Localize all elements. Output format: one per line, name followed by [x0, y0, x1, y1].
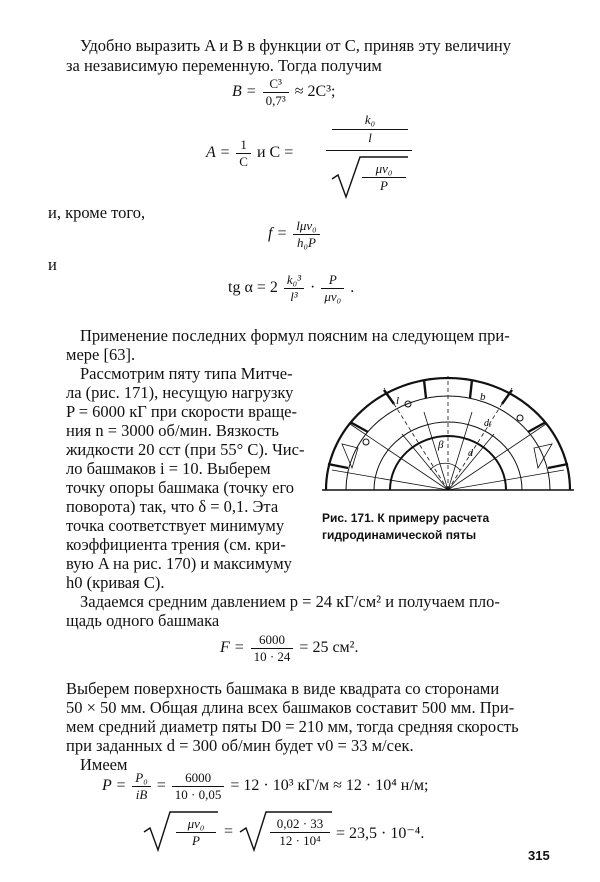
label-l: l: [396, 395, 400, 407]
figure-caption: Рис. 171. К примеру расчета гидродинамической пяты: [322, 511, 490, 542]
text-line: Применение последних формул поясним на следующем при-: [80, 326, 510, 345]
fraction: [251, 632, 294, 665]
denominator: C: [239, 154, 248, 169]
text-line: Удобно выразить A и B в функции от C, приняв эту величину: [80, 36, 512, 55]
fraction: [172, 770, 225, 803]
text-line: h0 (кривая C).: [66, 573, 165, 592]
sqrt-fraction-1: [176, 816, 216, 849]
formula-a: [206, 137, 293, 170]
fraction: [236, 137, 251, 170]
numerator: k₀³: [284, 272, 304, 289]
numerator-bottom: l: [368, 130, 372, 145]
text-line: Задаемся средним давлением p = 24 кГ/см² и получаем пло-: [80, 592, 500, 611]
equals-sign: =: [156, 777, 166, 795]
formula-pressure: [102, 770, 428, 803]
text-line: Выберем поверхность башмака в виде квадрата со сторонами: [66, 679, 500, 698]
numerator: P₀: [132, 770, 150, 787]
text-line: точка соответствует минимуму: [66, 516, 285, 535]
equals-sign: =: [224, 823, 234, 840]
formula-area: [220, 632, 358, 665]
formula-lhs: B =: [232, 83, 257, 101]
label-d: d: [468, 448, 473, 459]
text-line: P = 6000 кГ при скорости враще-: [66, 402, 297, 421]
formula-lhs: A =: [206, 144, 231, 162]
label-de: dₑ: [484, 418, 492, 429]
numerator: lμv₀: [293, 218, 319, 235]
label-b: b: [480, 391, 486, 403]
formula-lhs: f =: [268, 225, 288, 243]
formula-lhs: P =: [102, 777, 127, 795]
text-line: коэффициента трения (см. кри-: [66, 535, 286, 554]
numerator: P: [321, 272, 344, 289]
text-line: точку опоры башмака (точку его: [66, 478, 295, 497]
page-number: 315: [528, 848, 550, 863]
text-line: при заданных d = 300 об/мин будет v0 = 33 м/сек.: [66, 736, 414, 755]
text-line: мем средний диаметр пяты D0 = 210 мм, тогда средняя скорость: [66, 717, 519, 736]
formula-connector: и C =: [256, 144, 294, 162]
denominator: P: [380, 178, 388, 193]
sqrt-fraction-2: [270, 816, 330, 849]
label-beta: β: [438, 439, 444, 451]
numerator: 1: [236, 137, 251, 154]
text-line: Рассмотрим пяту типа Митче-: [80, 364, 293, 383]
text-line: жидкости 20 сст (при 55° С). Чис-: [66, 440, 305, 459]
text-line: ло башмаков i = 10. Выберем: [66, 459, 271, 478]
fraction: [293, 218, 319, 251]
numerator-top: k₀: [332, 112, 408, 130]
denominator: l³: [290, 289, 298, 304]
formula-lhs: tg α = 2: [228, 279, 278, 297]
fraction: [132, 770, 150, 803]
formula-c-denominator: [362, 161, 406, 194]
multiply-sign: ·: [310, 279, 316, 297]
fraction: [321, 272, 344, 305]
numerator: 6000: [251, 632, 294, 649]
text-line: ния n = 3000 об/мин. Вязкость: [66, 421, 279, 440]
formula-lhs: F =: [220, 639, 245, 657]
fraction-bar: [326, 150, 412, 151]
text-line: мере [63].: [66, 345, 136, 364]
formula-f: [268, 218, 322, 251]
text-line: за независимую переменную. Тогда получим: [66, 56, 382, 75]
formula-rhs: ≈ 2C³;: [294, 83, 336, 101]
numerator: μv₀: [176, 816, 216, 833]
numerator: 6000: [172, 770, 225, 787]
formula-rhs: = 23,5 · 10⁻⁴.: [336, 825, 425, 842]
fraction: [263, 76, 289, 109]
text-line: щадь одного башмака: [66, 611, 220, 630]
numerator: 0,02 · 33: [270, 816, 330, 833]
fraction: [284, 272, 304, 305]
denominator: 0,7³: [265, 93, 286, 108]
bearing-figure: [320, 372, 576, 496]
period: .: [350, 279, 355, 297]
text-line: 50 × 50 мм. Общая длина всех башмаков составит 500 мм. При-: [66, 698, 515, 717]
text-line: и: [48, 255, 57, 274]
numerator: μv₀: [362, 161, 406, 178]
denominator: 12 · 10⁴: [279, 833, 321, 848]
denominator: 10 · 24: [253, 649, 291, 664]
text-line: ла (рис. 171), несущую нагрузку: [66, 383, 294, 402]
formula-rhs: = 25 см².: [299, 639, 359, 657]
formula-c-numerator: [332, 112, 408, 146]
formula-b: [232, 76, 335, 109]
text-line: Имеем: [80, 755, 128, 774]
numerator: C³: [263, 76, 289, 93]
formula-tg: [228, 272, 354, 305]
text-line: поворота) так, что δ = 0,1. Эта: [66, 497, 279, 516]
denominator: iB: [135, 787, 148, 802]
text-line: вую A на рис. 170) и максимуму: [66, 554, 292, 573]
formula-rhs: = 12 · 10³ кГ/м ≈ 12 · 10⁴ н/м;: [230, 777, 429, 795]
denominator: μv₀: [324, 289, 342, 304]
denominator: h₀P: [296, 235, 316, 250]
denominator: P: [192, 833, 200, 848]
text-line: и, кроме того,: [48, 203, 146, 222]
denominator: 10 · 0,05: [174, 787, 222, 802]
